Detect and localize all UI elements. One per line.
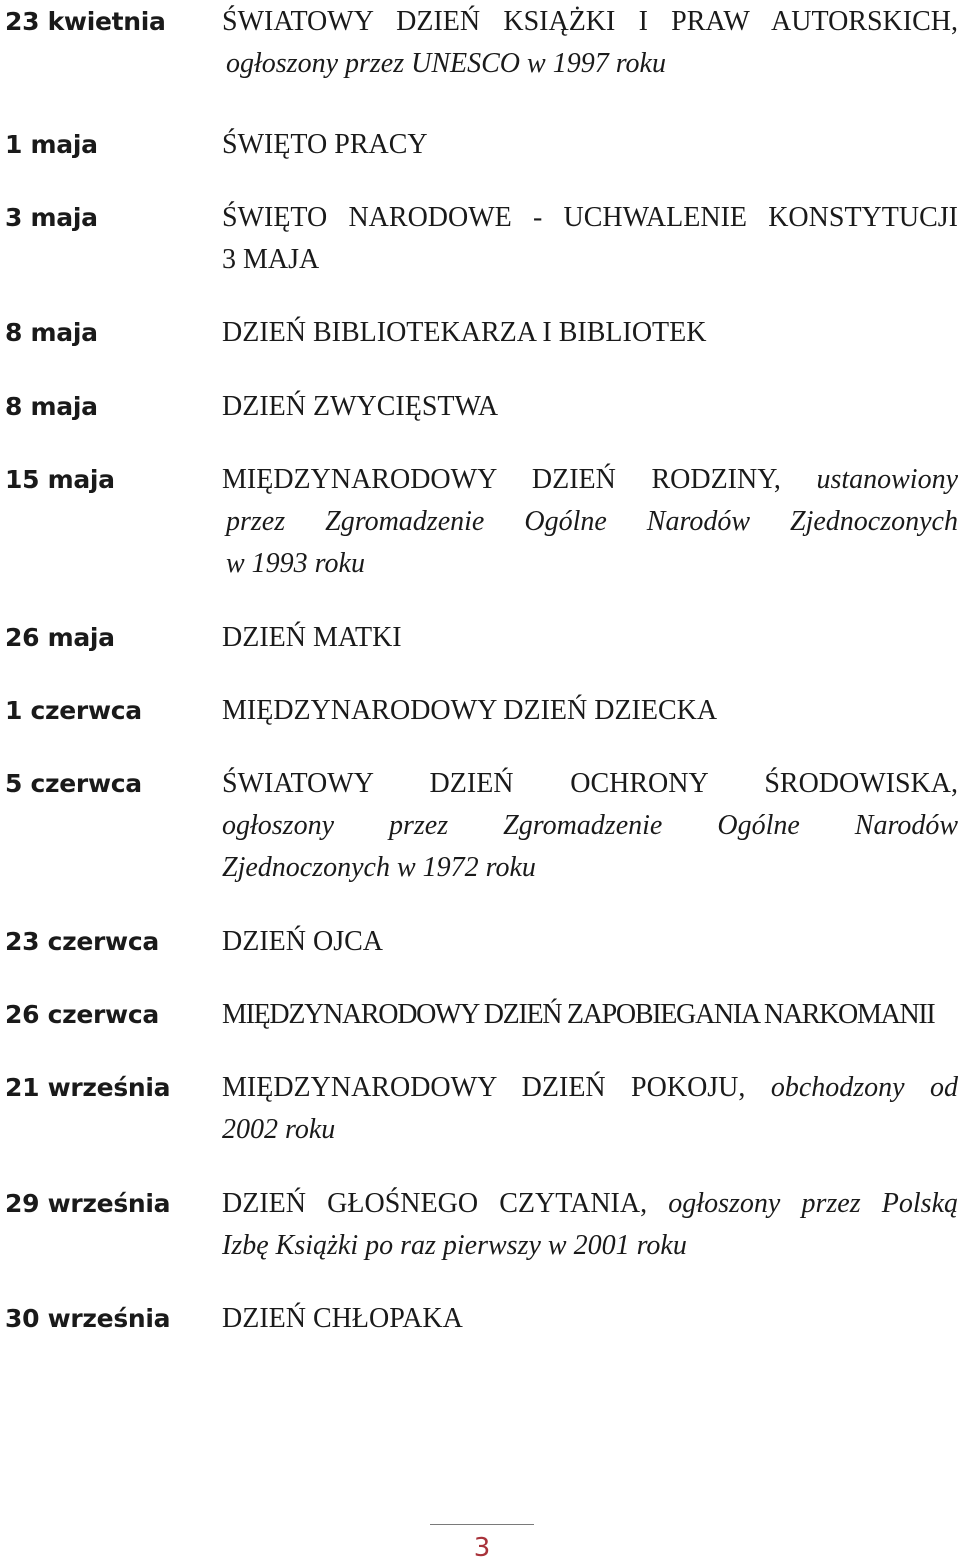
entry-date: 3 maja <box>5 203 98 232</box>
description-line: ŚWIĘTO PRACY <box>222 129 428 160</box>
entry-date: 1 czerwca <box>5 696 142 725</box>
entry-description <box>222 763 958 889</box>
entry-date: 8 maja <box>5 318 98 347</box>
description-line: ogłoszony przez Zgromadzenie Ogólne Narodów <box>222 810 958 841</box>
entry-description <box>222 1 958 85</box>
description-line: DZIEŃ GŁOŚNEGO CZYTANIA, ogłoszony przez Polską <box>222 1188 959 1219</box>
entry-date: 5 czerwca <box>5 769 142 798</box>
entry-description <box>222 1183 958 1267</box>
description-line: DZIEŃ ZWYCIĘSTWA <box>222 391 499 422</box>
description-line: w 1993 roku <box>226 548 365 579</box>
entry-date: 8 maja <box>5 392 98 421</box>
description-line: Izbę Książki po raz pierwszy w 2001 roku <box>222 1230 687 1261</box>
entry-description <box>222 994 958 1036</box>
description-line: przez Zgromadzenie Ogólne Narodów Zjednoczonych <box>226 506 958 537</box>
entry-description <box>222 124 958 166</box>
page-number: 3 <box>473 1533 491 1563</box>
entry-date: 26 maja <box>5 623 115 652</box>
entry-date: 29 września <box>5 1189 171 1218</box>
description-line: ŚWIATOWY DZIEŃ OCHRONY ŚRODOWISKA, <box>222 768 958 799</box>
description-line: ŚWIATOWY DZIEŃ KSIĄŻKI I PRAW AUTORSKICH, <box>222 6 958 37</box>
description-line: Zjednoczonych w 1972 roku <box>222 852 536 883</box>
description-line: ogłoszony przez UNESCO w 1997 roku <box>226 48 666 79</box>
entry-description <box>222 197 958 281</box>
description-line: ŚWIĘTO NARODOWE - UCHWALENIE KONSTYTUCJI <box>222 202 958 233</box>
entry-description <box>222 386 958 428</box>
entry-date: 23 kwietnia <box>5 7 166 36</box>
description-line: MIĘDZYNARODOWY DZIEŃ RODZINY, ustanowiony <box>222 464 958 495</box>
description-line: DZIEŃ BIBLIOTEKARZA I BIBLIOTEK <box>222 317 707 348</box>
entry-description <box>222 921 958 963</box>
description-line: 2002 roku <box>222 1114 336 1145</box>
entry-date: 1 maja <box>5 130 98 159</box>
entry-description <box>222 617 958 659</box>
entry-date: 23 czerwca <box>5 927 159 956</box>
entry-date: 30 września <box>5 1304 171 1333</box>
description-line: MIĘDZYNARODOWY DZIEŃ POKOJU, obchodzony od <box>222 1072 958 1103</box>
entry-description <box>222 1067 958 1151</box>
description-line: MIĘDZYNARODOWY DZIEŃ ZAPOBIEGANIA NARKOMANII <box>222 999 935 1030</box>
description-line: DZIEŃ CHŁOPAKA <box>222 1303 463 1334</box>
entry-description <box>222 312 958 354</box>
entry-date: 15 maja <box>5 465 115 494</box>
entry-date: 26 czerwca <box>5 1000 159 1029</box>
entry-date: 21 września <box>5 1073 171 1102</box>
entry-description <box>222 690 958 732</box>
entry-description <box>222 1298 958 1340</box>
entry-description <box>222 459 958 585</box>
description-line: MIĘDZYNARODOWY DZIEŃ DZIECKA <box>222 695 718 726</box>
description-line: DZIEŃ MATKI <box>222 622 402 653</box>
description-line: 3 MAJA <box>222 244 320 275</box>
description-line: DZIEŃ OJCA <box>222 926 383 957</box>
footer-divider <box>430 1524 534 1525</box>
